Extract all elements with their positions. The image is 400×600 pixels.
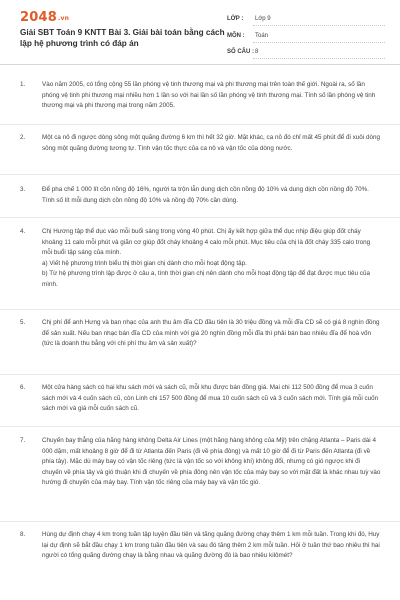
question-number: 7.: [20, 437, 26, 444]
question-divider: [0, 521, 400, 522]
question-divider: [0, 309, 400, 310]
meta-grade: LỚP : Lớp 9: [227, 13, 387, 30]
meta-info: [227, 13, 387, 63]
question-text: Chị phí để anh Hưng và ban nhạc của anh thu âm đĩa CD đầu tiên là 30 triệu đồng và mỗi đĩa CD sẽ có giá 8 nghìn đồng để sản xuất. Nếu ban nhạc bán đĩa CD của mình với giá 20 nghìn đồng mỗi đĩa thì phải bán bao nhiêu đĩa để hoà vốn (tức là doanh thu bằng với chi phí thu âm và sản xuất)?: [42, 319, 380, 347]
site-logo[interactable]: 2048.vn: [20, 10, 70, 25]
worksheet-header: [0, 0, 400, 66]
question-divider: [0, 124, 400, 125]
question-divider: [0, 426, 400, 427]
question-number: 8.: [20, 531, 26, 538]
question-divider: [0, 217, 400, 218]
meta-question-count: SỐ CÂU : 8: [227, 46, 387, 63]
question-number: 3.: [20, 186, 26, 193]
question-divider: [0, 174, 400, 175]
question-number: 2.: [20, 134, 26, 141]
question-number: 4.: [20, 228, 26, 235]
question-text: Chị Hương tập thể dục vào mỗi buổi sáng trong vòng 40 phút. Chị ấy kết hợp giữa thể dục nhịp điệu giúp đốt cháy khoảng 11 calo mỗi phút và giãn cơ giúp đốt cháy khoảng 4 calo mỗi phút. Mục tiêu của chị là đốt cháy 335 calo trong mỗi buổi tập sáng của mình. a) Viết hệ phương trình biểu thị thời gian chị dành cho mỗi hoạt động tập. b) Từ hệ phương trình lập được ở câu a, tính thời gian chị nên dành cho mỗi hoạt động tập để đạt được mục tiêu của mình.: [42, 228, 371, 288]
question-text: Để pha chế 1 000 lít cồn nồng độ 16%, người ta trộn lẫn dung dịch cồn nồng độ 10% và dung dịch cồn nồng độ 70%. Tính số lít mỗi dung dịch cồn nồng độ 10% và nồng độ 70% cần dùng.: [42, 186, 369, 204]
question-text: Hùng dự định chạy 4 km trong tuần tập luyện đầu tiên và tăng quãng đường chạy thêm 1 km mỗi tuần. Trong khi đó, Huy lại dự định sẽ bắt đầu chạy 1 km trong tuần đầu tiên và sau đó tăng thêm 2 km mỗi tuần. Hỏi ở tuần thứ bao nhiêu thì hai người có tổng quãng đường chạy là bằng nhau và quãng đường đó là bao nhiêu kilômét?: [42, 531, 380, 559]
question-text: Một ca nô đi ngược dòng sông một quãng đường 6 km thì hết 32 giờ. Mặt khác, ca nô đó chỉ mất 45 phút để đi xuôi dòng sông một quãng đường tương tự. Tính vận tốc thực của ca nô và vận tốc của dòng nước.: [42, 134, 380, 152]
question-number: 1.: [20, 81, 26, 88]
question-number: 5.: [20, 319, 26, 326]
meta-subject: MÔN : Toán: [227, 30, 387, 47]
question-text: Chuyến bay thẳng của hãng hàng không Delta Air Lines (một hãng hàng không của Mỹ) trên chặng Atlanta – Paris dài 4 000 dặm, mất khoảng 8 giờ để đi từ Atlanta đến Paris (đi về phía đông) và mất 10 giờ để đi từ Paris đến Atlanta (đi về phía tây). Mặc dù máy bay có vận tốc riêng (tức là vận tốc so với không khí) không đổi, nhưng có gió ngược khi đi chuyến về phía tây và gió thuận khi đi chuyến về phía đông nên vận tốc của máy bay so với mặt đất là khác nhau tuỳ vào hướng đi chuyến của máy bay. Tính vận tốc riêng của máy bay và vận tốc gió.: [42, 437, 381, 486]
header-divider: [0, 64, 400, 65]
question-text: Một cửa hàng sách có hai khu sách mới và sách cũ, mỗi khu được bán đồng giá. Mai chi 112 500 đồng để mua 3 cuốn sách mới và 4 cuốn sách cũ, còn Linh chi 157 500 đồng để mua 10 cuốn sách cũ và 3 cuốn sách mới. Tính giá mỗi cuốn sách mới và giá mỗi cuốn sách cũ.: [42, 384, 379, 412]
question-number: 6.: [20, 384, 26, 391]
question-divider: [0, 374, 400, 375]
document-title: Giải SBT Toán 9 KNTT Bài 3. Giải bài toán bằng cách lập hệ phương trình có đáp án: [20, 28, 225, 48]
question-text: Vào năm 2005, có tổng cộng 55 lần phóng vệ tinh thương mại và phi thương mại trên toàn thế giới. Ngoài ra, số lần phóng vệ tinh phi thương mại nhiều hơn 1 lần so với hai lần số lần phóng vệ tinh thương mại. Tính số lần phóng vệ tinh thương mại và phi thương mại trong năm 2005.: [42, 81, 376, 109]
